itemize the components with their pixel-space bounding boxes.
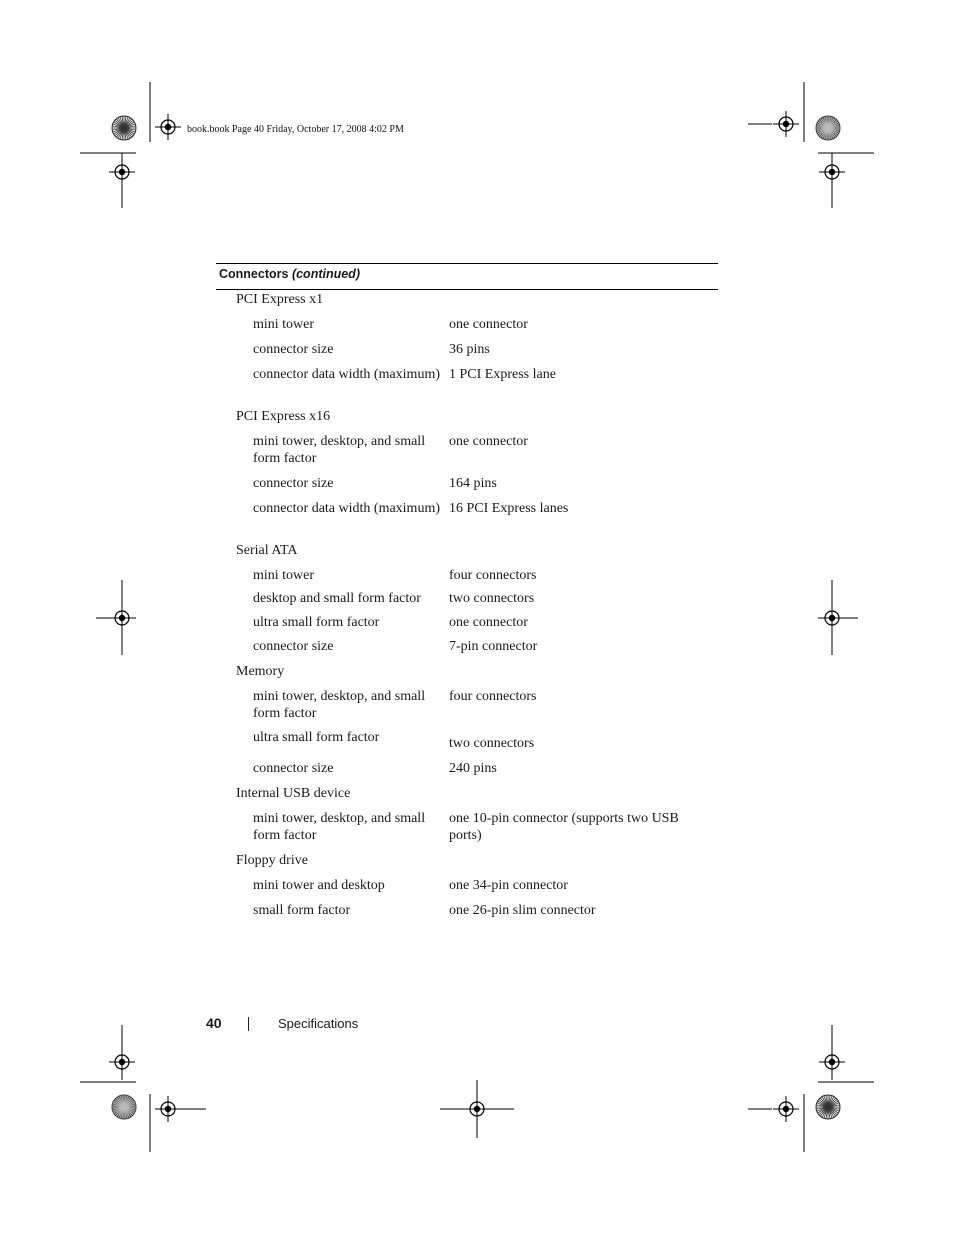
row-value: 36 pins [449, 342, 490, 357]
row-value: two connectors [449, 736, 535, 751]
row-value: 7-pin connector [449, 639, 538, 654]
row-label: connector size [253, 761, 334, 776]
starburst-icon [816, 116, 840, 140]
row-label: mini tower, desktop, and small form factor [253, 434, 426, 466]
row-label: ultra small form factor [253, 730, 380, 745]
row-value: one 10-pin connector (supports two USB ports) [449, 811, 679, 843]
section-heading: Internal USB device [236, 786, 351, 801]
section-heading: Floppy drive [236, 853, 308, 868]
row-label: small form factor [253, 903, 351, 918]
starburst-icon [112, 116, 136, 140]
table-title-suffix: (continued) [291, 267, 360, 281]
row-label: connector data width (maximum) [253, 501, 440, 516]
crosshair-target-icon [464, 1096, 490, 1122]
row-value: four connectors [449, 689, 537, 704]
row-label: mini tower, desktop, and small form factor [253, 811, 426, 843]
row-value: 240 pins [449, 761, 497, 776]
starburst-icon [112, 1095, 136, 1119]
crosshair-target-icon [109, 159, 135, 185]
row-value: 16 PCI Express lanes [449, 501, 569, 516]
row-label: ultra small form factor [253, 615, 380, 630]
row-value: two connectors [449, 591, 535, 606]
row-label: connector data width (maximum) [253, 367, 440, 382]
row-label: mini tower [253, 317, 315, 332]
row-value: one connector [449, 317, 528, 332]
crosshair-target-icon [773, 111, 799, 137]
row-value: one connector [449, 615, 528, 630]
crosshair-target-icon [819, 1049, 845, 1075]
row-label: mini tower, desktop, and small form factor [253, 689, 426, 721]
row-value: 1 PCI Express lane [449, 367, 556, 382]
row-label: connector size [253, 639, 334, 654]
section-heading: Memory [236, 664, 285, 679]
row-label: desktop and small form factor [253, 591, 421, 606]
row-value: one 26-pin slim connector [449, 903, 596, 918]
row-label: mini tower [253, 568, 315, 583]
crosshair-target-icon [773, 1096, 799, 1122]
section-heading: PCI Express x1 [236, 292, 324, 307]
crosshair-target-icon [819, 159, 845, 185]
page-number: 40 [206, 1015, 222, 1031]
row-value: four connectors [449, 568, 537, 583]
starburst-icon [816, 1095, 840, 1119]
crosshair-target-icon [819, 605, 845, 631]
table-title-bar [216, 263, 718, 290]
section-heading: Serial ATA [236, 543, 298, 558]
print-header-note: book.book Page 40 Friday, October 17, 2008 4:02 PM [187, 124, 404, 135]
row-value: one connector [449, 434, 528, 449]
row-value: one 34-pin connector [449, 878, 568, 893]
crosshair-target-icon [109, 1049, 135, 1075]
table-title [219, 267, 360, 281]
row-label: mini tower and desktop [253, 878, 385, 893]
table-title-text: Connectors [219, 267, 289, 281]
row-label: connector size [253, 342, 334, 357]
section-heading: PCI Express x16 [236, 409, 331, 424]
row-label: connector size [253, 476, 334, 491]
footer-section-title: Specifications [278, 1016, 359, 1031]
crosshair-target-icon [155, 114, 181, 140]
row-value: 164 pins [449, 476, 497, 491]
footer-separator [248, 1017, 249, 1031]
crosshair-target-icon [109, 605, 135, 631]
